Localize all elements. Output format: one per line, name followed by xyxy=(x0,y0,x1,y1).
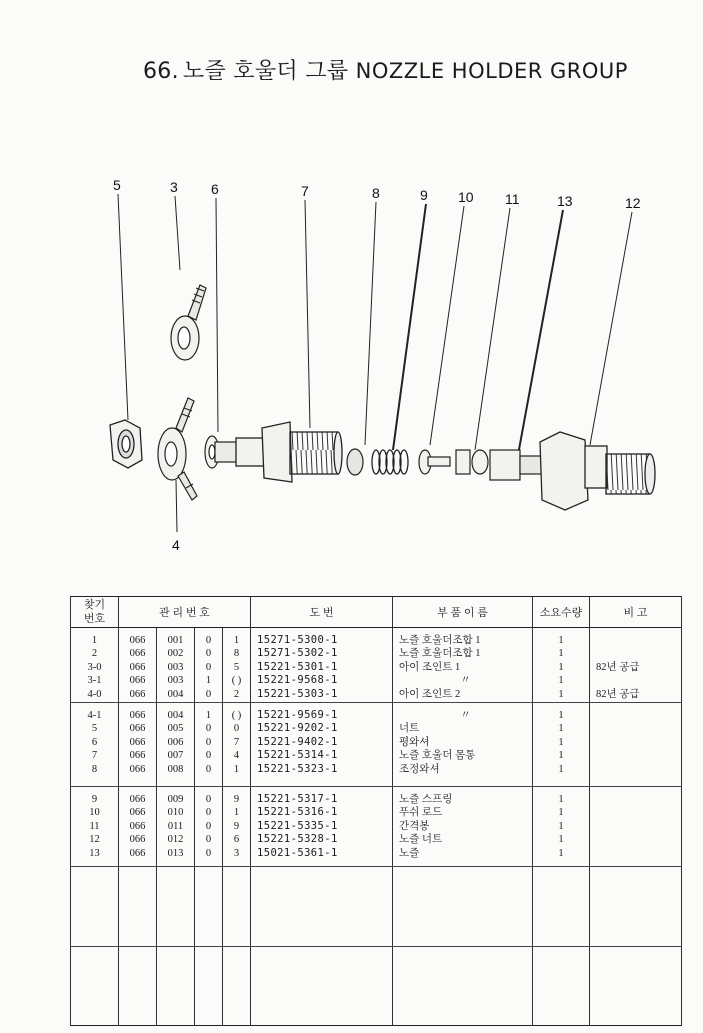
part-name: 조정와셔 xyxy=(399,763,440,775)
quantity: 1 xyxy=(558,648,564,660)
drawing-number: 15271-5300-1 xyxy=(257,634,338,646)
drawing-number: 15221-5317-1 xyxy=(257,793,338,805)
quantity: 1 xyxy=(558,847,564,859)
remark xyxy=(596,749,681,762)
callout-5: 5 xyxy=(113,177,121,193)
mgmt-code: 0 xyxy=(205,834,212,846)
part-name: 〃 xyxy=(460,710,471,721)
item-number: 6 xyxy=(91,736,98,748)
col-mgmt-3 xyxy=(195,628,222,701)
mgmt-code: 066 xyxy=(129,750,146,762)
mgmt-code: 9 xyxy=(233,820,240,832)
callout-12: 12 xyxy=(625,195,641,211)
page-title xyxy=(143,54,628,85)
mgmt-code: 0 xyxy=(205,794,212,805)
table-empty-group xyxy=(71,867,682,947)
table-header-row xyxy=(71,597,682,628)
mgmt-code: 0 xyxy=(233,723,240,735)
mgmt-code: 013 xyxy=(167,847,184,859)
mgmt-code: 0 xyxy=(205,736,212,748)
remark: 82년 공급 xyxy=(596,688,640,700)
mgmt-code: 005 xyxy=(167,723,184,735)
header-item-number xyxy=(71,597,119,628)
part-4-eye-joint xyxy=(158,398,197,500)
mgmt-code: 0 xyxy=(205,661,212,673)
mgmt-code: 066 xyxy=(129,794,146,805)
mgmt-code: ( ) xyxy=(231,710,242,721)
quantity: 1 xyxy=(558,794,564,805)
part-10-push-rod xyxy=(419,450,450,474)
mgmt-code: 3 xyxy=(233,847,240,859)
drawing-number: 15221-5303-1 xyxy=(257,687,338,700)
mgmt-code: 003 xyxy=(167,675,184,687)
table-group-1 xyxy=(71,628,682,703)
mgmt-code: 066 xyxy=(129,763,146,775)
item-number: 5 xyxy=(91,723,98,735)
title-korean: 노즐 호울더 그룹 xyxy=(182,59,349,84)
mgmt-code: 001 xyxy=(167,635,184,646)
part-name: 〃 xyxy=(460,675,471,687)
mgmt-code: 002 xyxy=(167,648,184,660)
mgmt-code: ( ) xyxy=(231,675,242,687)
remark xyxy=(596,763,681,776)
mgmt-code: 0 xyxy=(205,723,212,735)
remark xyxy=(596,722,681,735)
mgmt-code: 6 xyxy=(233,834,240,846)
drawing-number: 15221-5323-1 xyxy=(257,762,338,775)
callout-9: 9 xyxy=(420,187,428,203)
mgmt-code: 066 xyxy=(129,723,146,735)
drawing-number: 15221-9202-1 xyxy=(257,722,338,735)
part-8-adjust-washer xyxy=(347,449,363,475)
mgmt-code: 1 xyxy=(233,807,240,819)
table-empty-group xyxy=(71,947,682,1026)
col-quantity xyxy=(533,628,589,701)
part-9-spring xyxy=(372,450,408,474)
mgmt-code: 066 xyxy=(129,648,146,660)
exploded-parts-diagram xyxy=(0,170,703,560)
part-name: 노즐 xyxy=(399,847,420,859)
part-name: 푸쉬 로드 xyxy=(399,807,443,819)
callout-8: 8 xyxy=(372,185,380,201)
mgmt-code: 066 xyxy=(129,736,146,748)
quantity: 1 xyxy=(558,688,564,700)
mgmt-code: 009 xyxy=(167,794,184,805)
quantity: 1 xyxy=(558,750,564,762)
remark xyxy=(596,709,681,722)
col-item-number xyxy=(71,703,118,776)
callout-11: 11 xyxy=(505,191,520,207)
mgmt-code: 066 xyxy=(129,688,146,700)
drawing-number: 15021-5361-1 xyxy=(257,846,338,859)
remark: 82년 공급 xyxy=(596,661,640,673)
mgmt-code: 066 xyxy=(129,710,146,721)
drawing-number: 15221-5314-1 xyxy=(257,749,338,762)
col-drawing xyxy=(251,787,392,860)
mgmt-code: 2 xyxy=(233,688,240,700)
item-number: 3-0 xyxy=(87,661,102,673)
callout-13: 13 xyxy=(557,193,573,209)
mgmt-code: 066 xyxy=(129,675,146,687)
drawing-number: 15221-9402-1 xyxy=(257,735,338,748)
item-number: 13 xyxy=(89,847,100,859)
item-number: 4-1 xyxy=(87,710,102,721)
col-item-number xyxy=(71,787,118,860)
mgmt-code: 9 xyxy=(233,794,240,805)
col-part-name xyxy=(393,787,532,860)
mgmt-code: 1 xyxy=(233,763,240,775)
header-remarks: 비 고 xyxy=(590,597,682,628)
mgmt-code: 1 xyxy=(233,635,240,646)
mgmt-code: 0 xyxy=(205,847,212,859)
col-mgmt-4 xyxy=(223,703,250,776)
drawing-number: 15271-5302-1 xyxy=(257,647,338,660)
col-part-name xyxy=(393,703,532,776)
quantity: 1 xyxy=(558,736,564,748)
table-group-2 xyxy=(71,703,682,787)
header-item-line2: 번호 xyxy=(83,613,106,625)
col-part-name xyxy=(393,628,532,701)
quantity: 1 xyxy=(558,807,564,819)
item-number: 2 xyxy=(91,648,98,660)
part-name: 아이 조인트 1 xyxy=(399,661,461,673)
item-number: 10 xyxy=(89,807,100,819)
part-7-holder-body xyxy=(236,422,342,482)
part-3-eye-joint xyxy=(171,285,206,360)
mgmt-code: 0 xyxy=(205,750,212,762)
col-quantity xyxy=(533,787,589,860)
mgmt-code: 004 xyxy=(167,710,184,721)
col-mgmt-3 xyxy=(195,787,222,860)
col-drawing xyxy=(251,703,392,776)
mgmt-code: 1 xyxy=(205,710,212,721)
col-drawing xyxy=(251,628,392,701)
quantity: 1 xyxy=(558,763,564,775)
mgmt-code: 0 xyxy=(205,807,212,819)
mgmt-code: 0 xyxy=(205,648,212,660)
header-drawing-number: 도 번 xyxy=(251,597,393,628)
part-name: 아이 조인트 2 xyxy=(399,688,461,700)
drawing-number: 15221-5316-1 xyxy=(257,806,338,819)
item-number: 9 xyxy=(91,794,98,805)
remark xyxy=(596,634,681,647)
part-12-nozzle-nut xyxy=(540,432,655,510)
part-name: 노즐 호울더조합 1 xyxy=(399,648,481,660)
part-name: 평와셔 xyxy=(399,736,430,748)
callout-3: 3 xyxy=(170,179,178,195)
item-number: 3-1 xyxy=(87,675,102,687)
part-name: 노즐 너트 xyxy=(399,834,443,846)
callout-4: 4 xyxy=(172,537,180,553)
quantity: 1 xyxy=(558,834,564,846)
mgmt-code: 0 xyxy=(205,635,212,646)
parts-table xyxy=(70,596,682,1026)
quantity: 1 xyxy=(558,675,564,687)
drawing-number: 15221-9568-1 xyxy=(257,674,338,687)
drawing-number: 15221-5335-1 xyxy=(257,819,338,832)
remark xyxy=(596,806,681,819)
part-11-spacer xyxy=(456,450,488,474)
title-number: 66. xyxy=(143,59,179,84)
mgmt-code: 5 xyxy=(233,661,240,673)
part-6-washer xyxy=(205,436,237,468)
mgmt-code: 066 xyxy=(129,661,146,673)
mgmt-code: 010 xyxy=(167,807,184,819)
drawing-number: 15221-5328-1 xyxy=(257,833,338,846)
quantity: 1 xyxy=(558,820,564,832)
part-name: 노즐 호울더 몸통 xyxy=(399,750,476,762)
mgmt-code: 066 xyxy=(129,847,146,859)
mgmt-code: 008 xyxy=(167,763,184,775)
remark xyxy=(596,833,681,846)
col-remarks xyxy=(590,787,681,860)
item-number: 1 xyxy=(91,635,98,646)
mgmt-code: 0 xyxy=(205,688,212,700)
remark xyxy=(596,736,681,749)
part-name: 간격봉 xyxy=(399,820,430,832)
quantity: 1 xyxy=(558,661,564,673)
part-13-nozzle xyxy=(490,450,546,480)
quantity: 1 xyxy=(558,723,564,735)
item-number: 4-0 xyxy=(87,688,102,700)
part-5-nut xyxy=(110,420,142,468)
col-remarks xyxy=(590,628,681,701)
item-number: 12 xyxy=(89,834,100,846)
drawing-number: 15221-9569-1 xyxy=(257,709,338,721)
quantity: 1 xyxy=(558,635,564,646)
col-mgmt-3 xyxy=(195,703,222,776)
col-mgmt-1 xyxy=(119,787,156,860)
col-mgmt-2 xyxy=(157,787,194,860)
col-mgmt-4 xyxy=(223,787,250,860)
mgmt-code: 8 xyxy=(233,648,240,660)
quantity: 1 xyxy=(558,710,564,721)
callout-7: 7 xyxy=(301,183,309,199)
remark xyxy=(596,793,681,806)
remark xyxy=(596,820,681,833)
mgmt-code: 4 xyxy=(233,750,240,762)
item-number: 11 xyxy=(89,820,100,832)
header-part-name: 부 품 이 름 xyxy=(393,597,533,628)
mgmt-code: 006 xyxy=(167,736,184,748)
remark xyxy=(596,847,681,860)
item-number: 7 xyxy=(91,750,98,762)
title-english: NOZZLE HOLDER GROUP xyxy=(355,59,628,83)
mgmt-code: 0 xyxy=(205,763,212,775)
mgmt-code: 066 xyxy=(129,635,146,646)
col-mgmt-1 xyxy=(119,628,156,701)
col-quantity xyxy=(533,703,589,776)
header-quantity: 소요수량 xyxy=(533,597,590,628)
col-mgmt-2 xyxy=(157,703,194,776)
mgmt-code: 011 xyxy=(167,820,184,832)
mgmt-code: 007 xyxy=(167,750,184,762)
mgmt-code: 1 xyxy=(205,675,212,687)
drawing-number: 15221-5301-1 xyxy=(257,660,338,673)
col-mgmt-1 xyxy=(119,703,156,776)
item-number: 8 xyxy=(91,763,98,775)
remark xyxy=(596,674,681,687)
table-group-3 xyxy=(71,787,682,867)
part-name: 노즐 호울더조합 1 xyxy=(399,635,481,646)
col-item-number xyxy=(71,628,118,701)
col-remarks xyxy=(590,703,681,776)
remark xyxy=(596,647,681,660)
col-mgmt-4 xyxy=(223,628,250,701)
callout-10: 10 xyxy=(458,189,474,205)
callout-6: 6 xyxy=(211,181,219,197)
header-item-line1: 찾기 xyxy=(83,599,106,611)
mgmt-code: 066 xyxy=(129,834,146,846)
header-management-number: 관 리 번 호 xyxy=(119,597,251,628)
part-name: 노즐 스프링 xyxy=(399,794,453,805)
col-mgmt-2 xyxy=(157,628,194,701)
mgmt-code: 066 xyxy=(129,807,146,819)
mgmt-code: 7 xyxy=(233,736,240,748)
part-name: 너트 xyxy=(399,723,420,735)
mgmt-code: 012 xyxy=(167,834,184,846)
mgmt-code: 0 xyxy=(205,820,212,832)
mgmt-code: 066 xyxy=(129,820,146,832)
mgmt-code: 003 xyxy=(167,661,184,673)
mgmt-code: 004 xyxy=(167,688,184,700)
